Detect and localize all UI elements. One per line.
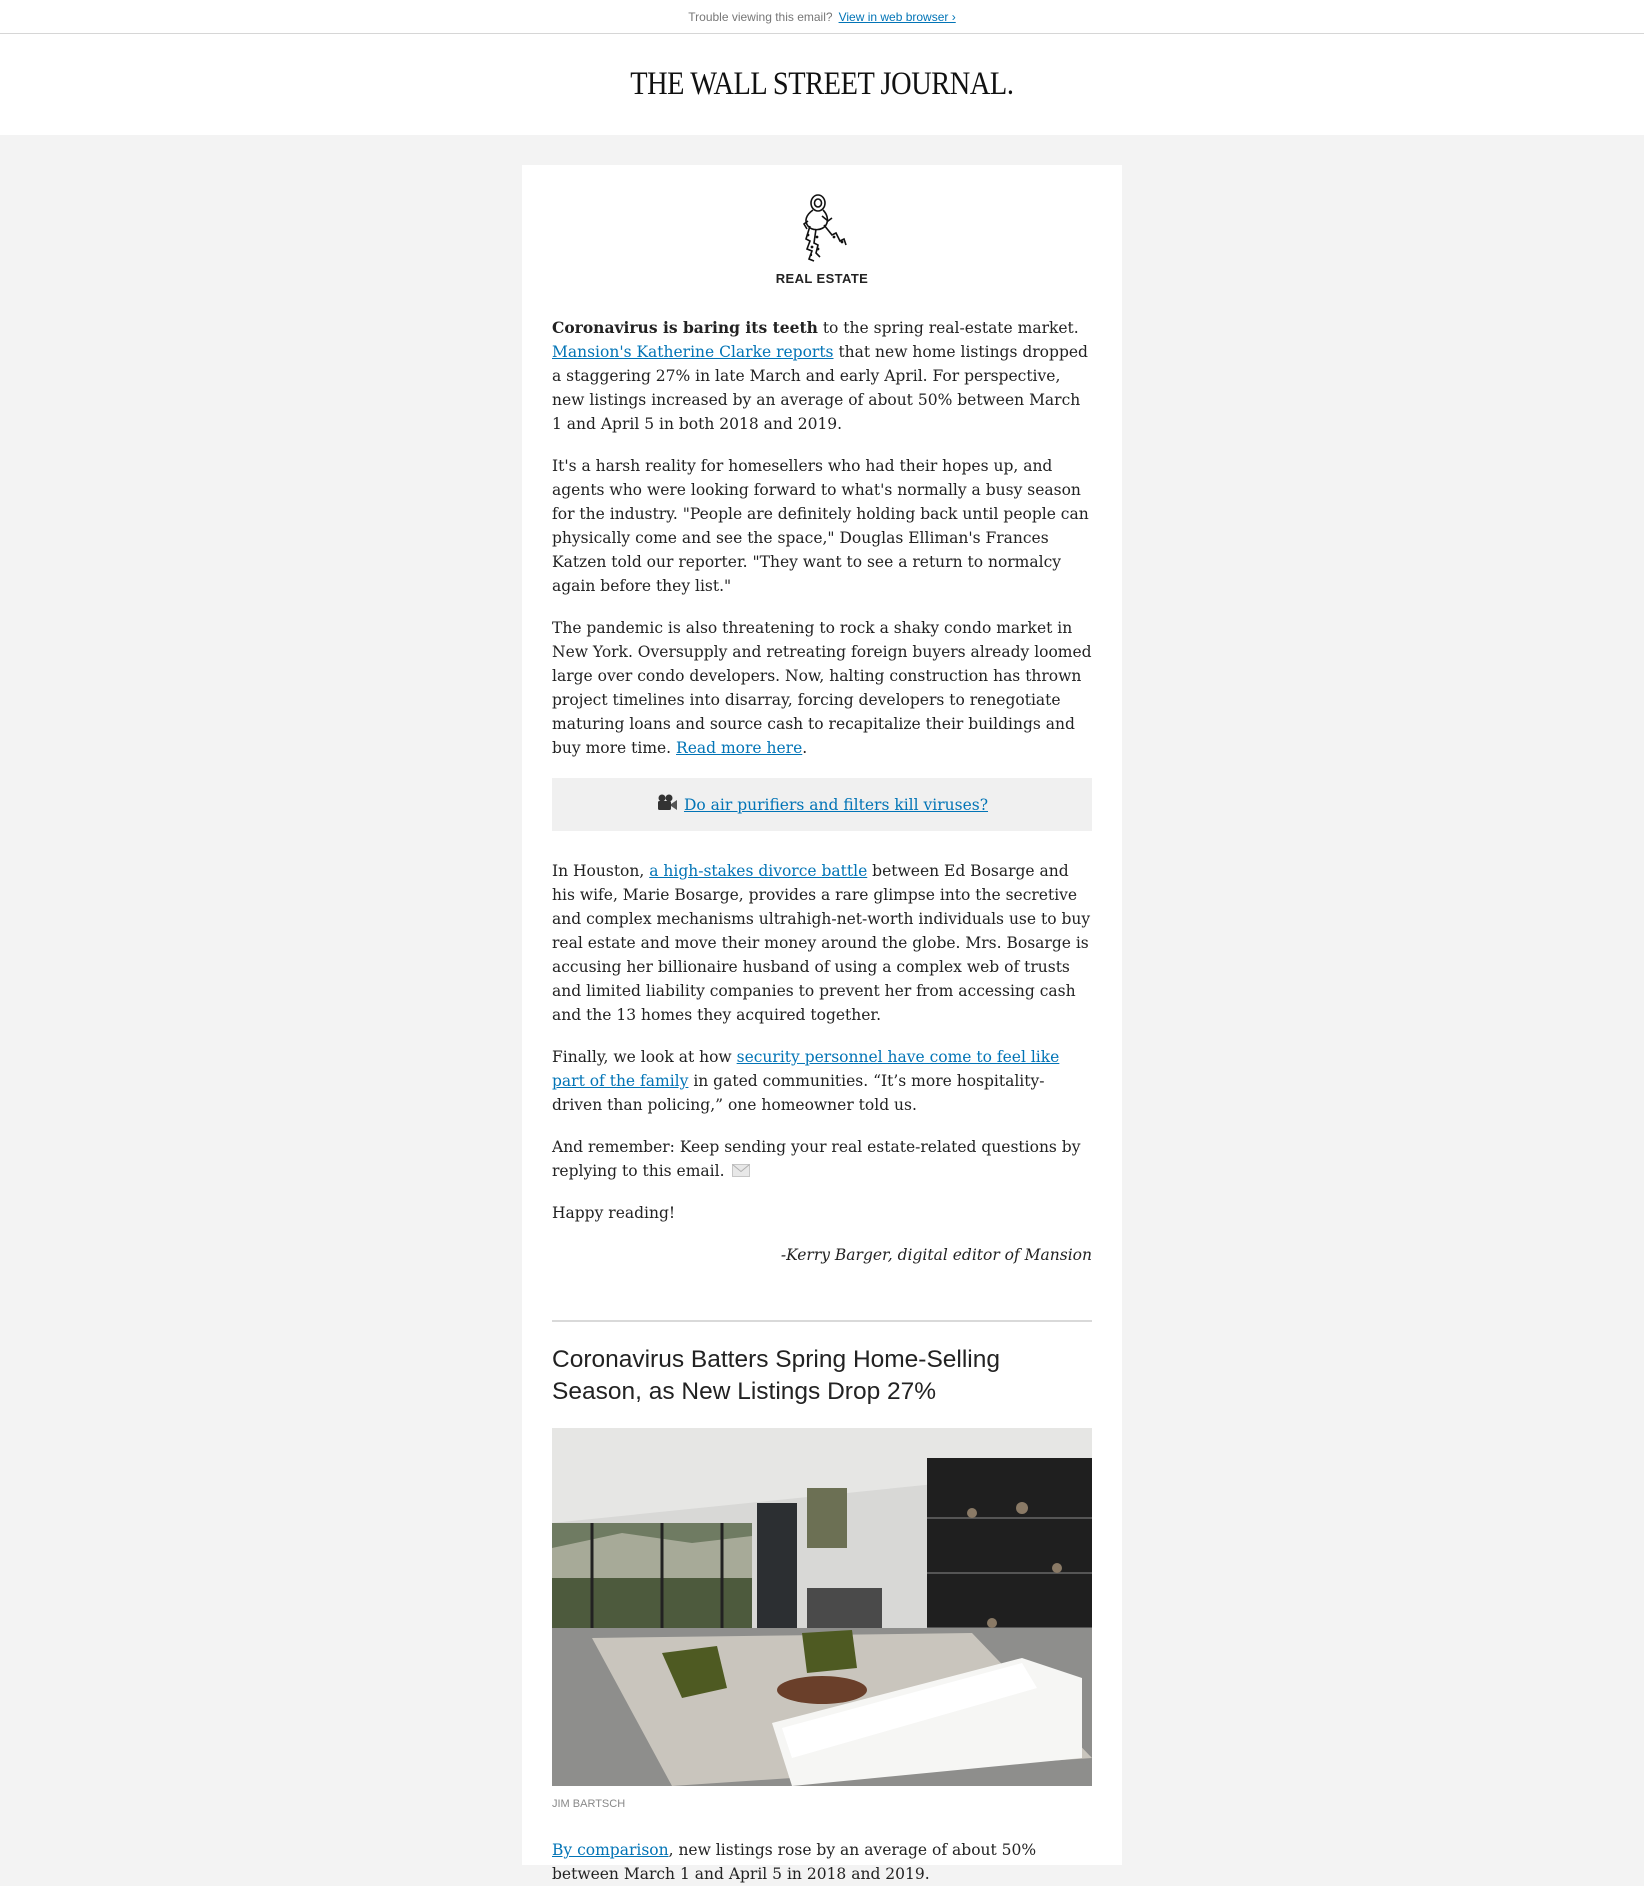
summary-text: , new listings rose by an average of about 50% between March 1 and April 5 in 2018 and 2019. bbox=[552, 1841, 1037, 1883]
newsletter-card bbox=[522, 165, 1122, 1883]
intro-body bbox=[552, 316, 1092, 1267]
article-headline[interactable]: Coronavirus Batters Spring Home-Selling Season, as New Listings Drop 27% bbox=[552, 1346, 1000, 1405]
photo-credit: JIM BARTSCH bbox=[552, 1798, 626, 1810]
section-label: REAL ESTATE bbox=[775, 271, 869, 286]
security-text-a: Finally, we look at how bbox=[552, 1048, 737, 1066]
living-room-photo[interactable] bbox=[552, 1428, 1092, 1786]
intro-paragraph-3 bbox=[552, 616, 1092, 760]
remember-text: And remember: Keep sending your real estate-related questions by replying to this email. bbox=[552, 1138, 1081, 1180]
katherine-clarke-link[interactable]: Mansion's Katherine Clarke reports bbox=[552, 343, 834, 361]
divorce-paragraph bbox=[552, 859, 1092, 1027]
section-header bbox=[552, 165, 1092, 286]
intro-text-b: that new home listings dropped a staggering 27% in late March and early April. For perspective, new listings increased by an average of about 50% between March 1 and April 5 in both 2018 and 2019. bbox=[552, 343, 1088, 433]
divorce-text-a: In Houston, bbox=[552, 862, 650, 880]
condo-text-end: . bbox=[802, 739, 808, 757]
lead-bold-text: Coronavirus is baring its teeth bbox=[552, 318, 818, 337]
intro-paragraph-2: It's a harsh reality for homesellers who had their hopes up, and agents who were looking forward to what's normally a busy season for the industry. "People are definitely holding back until people can physically come and see the space," Douglas Elliman's Frances Katzen told our reporter. "They want to see a return to normalcy again before they list." bbox=[552, 457, 1089, 595]
email-topbar bbox=[0, 0, 1644, 34]
wsj-logo[interactable]: THE WALL STREET JOURNAL. bbox=[630, 66, 1014, 102]
read-more-link[interactable]: Read more here bbox=[676, 739, 803, 757]
divorce-text-b: between Ed Bosarge and his wife, Marie Bosarge, provides a rare glimpse into the secretive and complex mechanisms ultrahigh-net-worth individuals use to buy real estate and move their money around the globe. Mrs. Bosarge is accusing her billionaire husband of using a complex web of trusts and limited liability companies to prevent her from accessing cash and the 13 homes they acquired together. bbox=[552, 862, 1091, 1024]
air-purifiers-video-link[interactable]: Do air purifiers and filters kill viruses? bbox=[683, 795, 989, 814]
envelope-icon bbox=[729, 1162, 750, 1180]
happy-reading: Happy reading! bbox=[552, 1204, 676, 1222]
intro-text-a: to the spring real-estate market. bbox=[817, 319, 1079, 337]
security-personnel-link[interactable]: security personnel have come to feel like part of the family bbox=[552, 1048, 1060, 1090]
video-callout bbox=[552, 778, 1092, 831]
trouble-viewing-text: Trouble viewing this email? bbox=[688, 9, 833, 24]
remember-paragraph bbox=[552, 1135, 1092, 1183]
masthead bbox=[0, 34, 1644, 135]
condo-text: The pandemic is also threatening to rock a shaky condo market in New York. Oversupply and retreating foreign buyers already loomed large over condo developers. Now, halting construction has thrown project timelines into disarray, forcing developers to renegotiate maturing loans and source cash to recapitalize their buildings and buy more time. bbox=[552, 619, 1092, 757]
security-paragraph bbox=[552, 1045, 1092, 1117]
article-summary bbox=[552, 1838, 1092, 1886]
intro-paragraph-1 bbox=[552, 316, 1092, 436]
editor-signature: -Kerry Barger, digital editor of Mansion bbox=[780, 1246, 1092, 1264]
view-in-browser-link[interactable]: View in web browser › bbox=[838, 9, 956, 24]
security-text-b: in gated communities. “It’s more hospitality-driven than policing,” one homeowner told us. bbox=[552, 1072, 1045, 1114]
section-divider bbox=[552, 1320, 1092, 1322]
divorce-battle-link[interactable]: a high-stakes divorce battle bbox=[649, 862, 868, 880]
by-comparison-link[interactable]: By comparison bbox=[552, 1841, 669, 1859]
keys-icon bbox=[792, 191, 852, 263]
movie-camera-icon bbox=[656, 794, 678, 816]
